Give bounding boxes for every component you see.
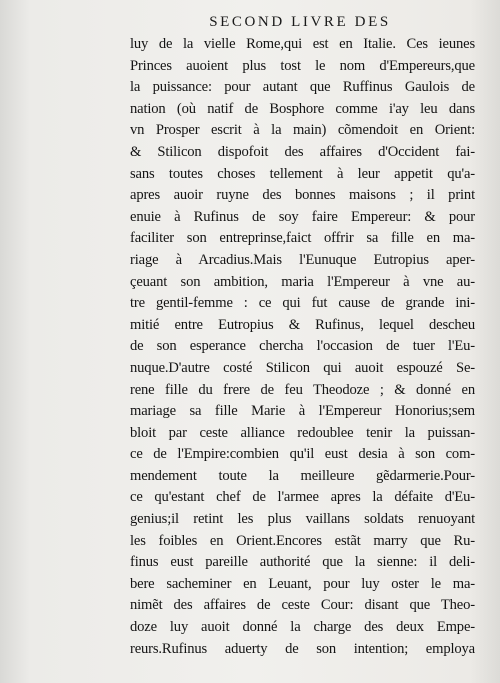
body-text — [130, 34, 475, 660]
running-head: SECOND LIVRE DES — [209, 14, 391, 30]
text-line: de son esperance chercha l'occasion de tuer l'Eu- — [130, 338, 475, 355]
text-line: bloit par ceste alliance redoublee tenir la puissan- — [130, 424, 475, 441]
text-line: Princes auoient plus tost le nom d'Empereurs,que — [130, 57, 475, 74]
text-line: luy de la vielle Rome,qui est en Italie. Ces ieunes — [130, 36, 475, 52]
text-line: enuie à Rufinus de soy faire Empereur: & pour — [130, 208, 475, 225]
text-line: bere sacheminer en Leuant, pour luy oster le ma- — [130, 575, 475, 592]
text-line: la puissance: pour autant que Ruffinus Gaulois de — [130, 79, 475, 96]
text-line: rene fille du frere de feu Theodoze ; & donné en — [130, 381, 475, 398]
text-line: les foibles en Orient.Encores estãt marry que Ru- — [130, 532, 475, 549]
text-line: mitié entre Eutropius & Rufinus, lequel descheu — [130, 316, 475, 333]
text-line: vn Prosper escrit à la main) cõmendoit en Orient: — [130, 122, 475, 139]
text-line: ce de l'Empire:combien qu'il eust desia à son com- — [130, 446, 475, 463]
text-line: mendement toute la meilleure gẽdarmerie.Pour- — [130, 467, 475, 484]
text-line: apres auoir ruyne des bonnes maisons ; il print — [130, 187, 475, 204]
text-line: nuque.D'autre costé Stilicon qui auoit espouzé Se- — [130, 359, 475, 376]
text-line: faciliter son entreprinse,faict offrir sa fille en ma- — [130, 230, 475, 247]
text-line: ce qu'estant chef de l'armee apres la défaite d'Eu- — [130, 489, 475, 506]
text-line: genius;il retint les plus vaillans soldats renuoyant — [130, 511, 475, 528]
text-line: & Stilicon dispofoit des affaires d'Occident fai- — [130, 143, 475, 160]
text-line: tre gentil-femme : ce qui fut cause de grande ini- — [130, 295, 475, 312]
text-line: nation (où natif de Bosphore comme i'ay leu dans — [130, 100, 475, 117]
text-line: doze luy auoit donné la charge des deux Empe- — [130, 619, 475, 636]
text-line: çeuant son ambition, maria l'Empereur à vne au- — [130, 273, 475, 290]
text-line: finus eust pareille authorité que la sienne: il deli- — [130, 554, 475, 571]
text-line: mariage sa fille Marie à l'Empereur Honorius;sem — [130, 403, 475, 420]
text-line: riage à Arcadius.Mais l'Eunuque Eutropius aper- — [130, 251, 475, 268]
text-line: sans toutes choses tellement à leur appetit qu'a- — [130, 165, 475, 182]
text-line: reurs.Rufinus aduerty de son intention; employa — [130, 640, 475, 657]
text-line: nimẽt des affaires de ceste Cour: disant que Theo- — [130, 597, 475, 614]
